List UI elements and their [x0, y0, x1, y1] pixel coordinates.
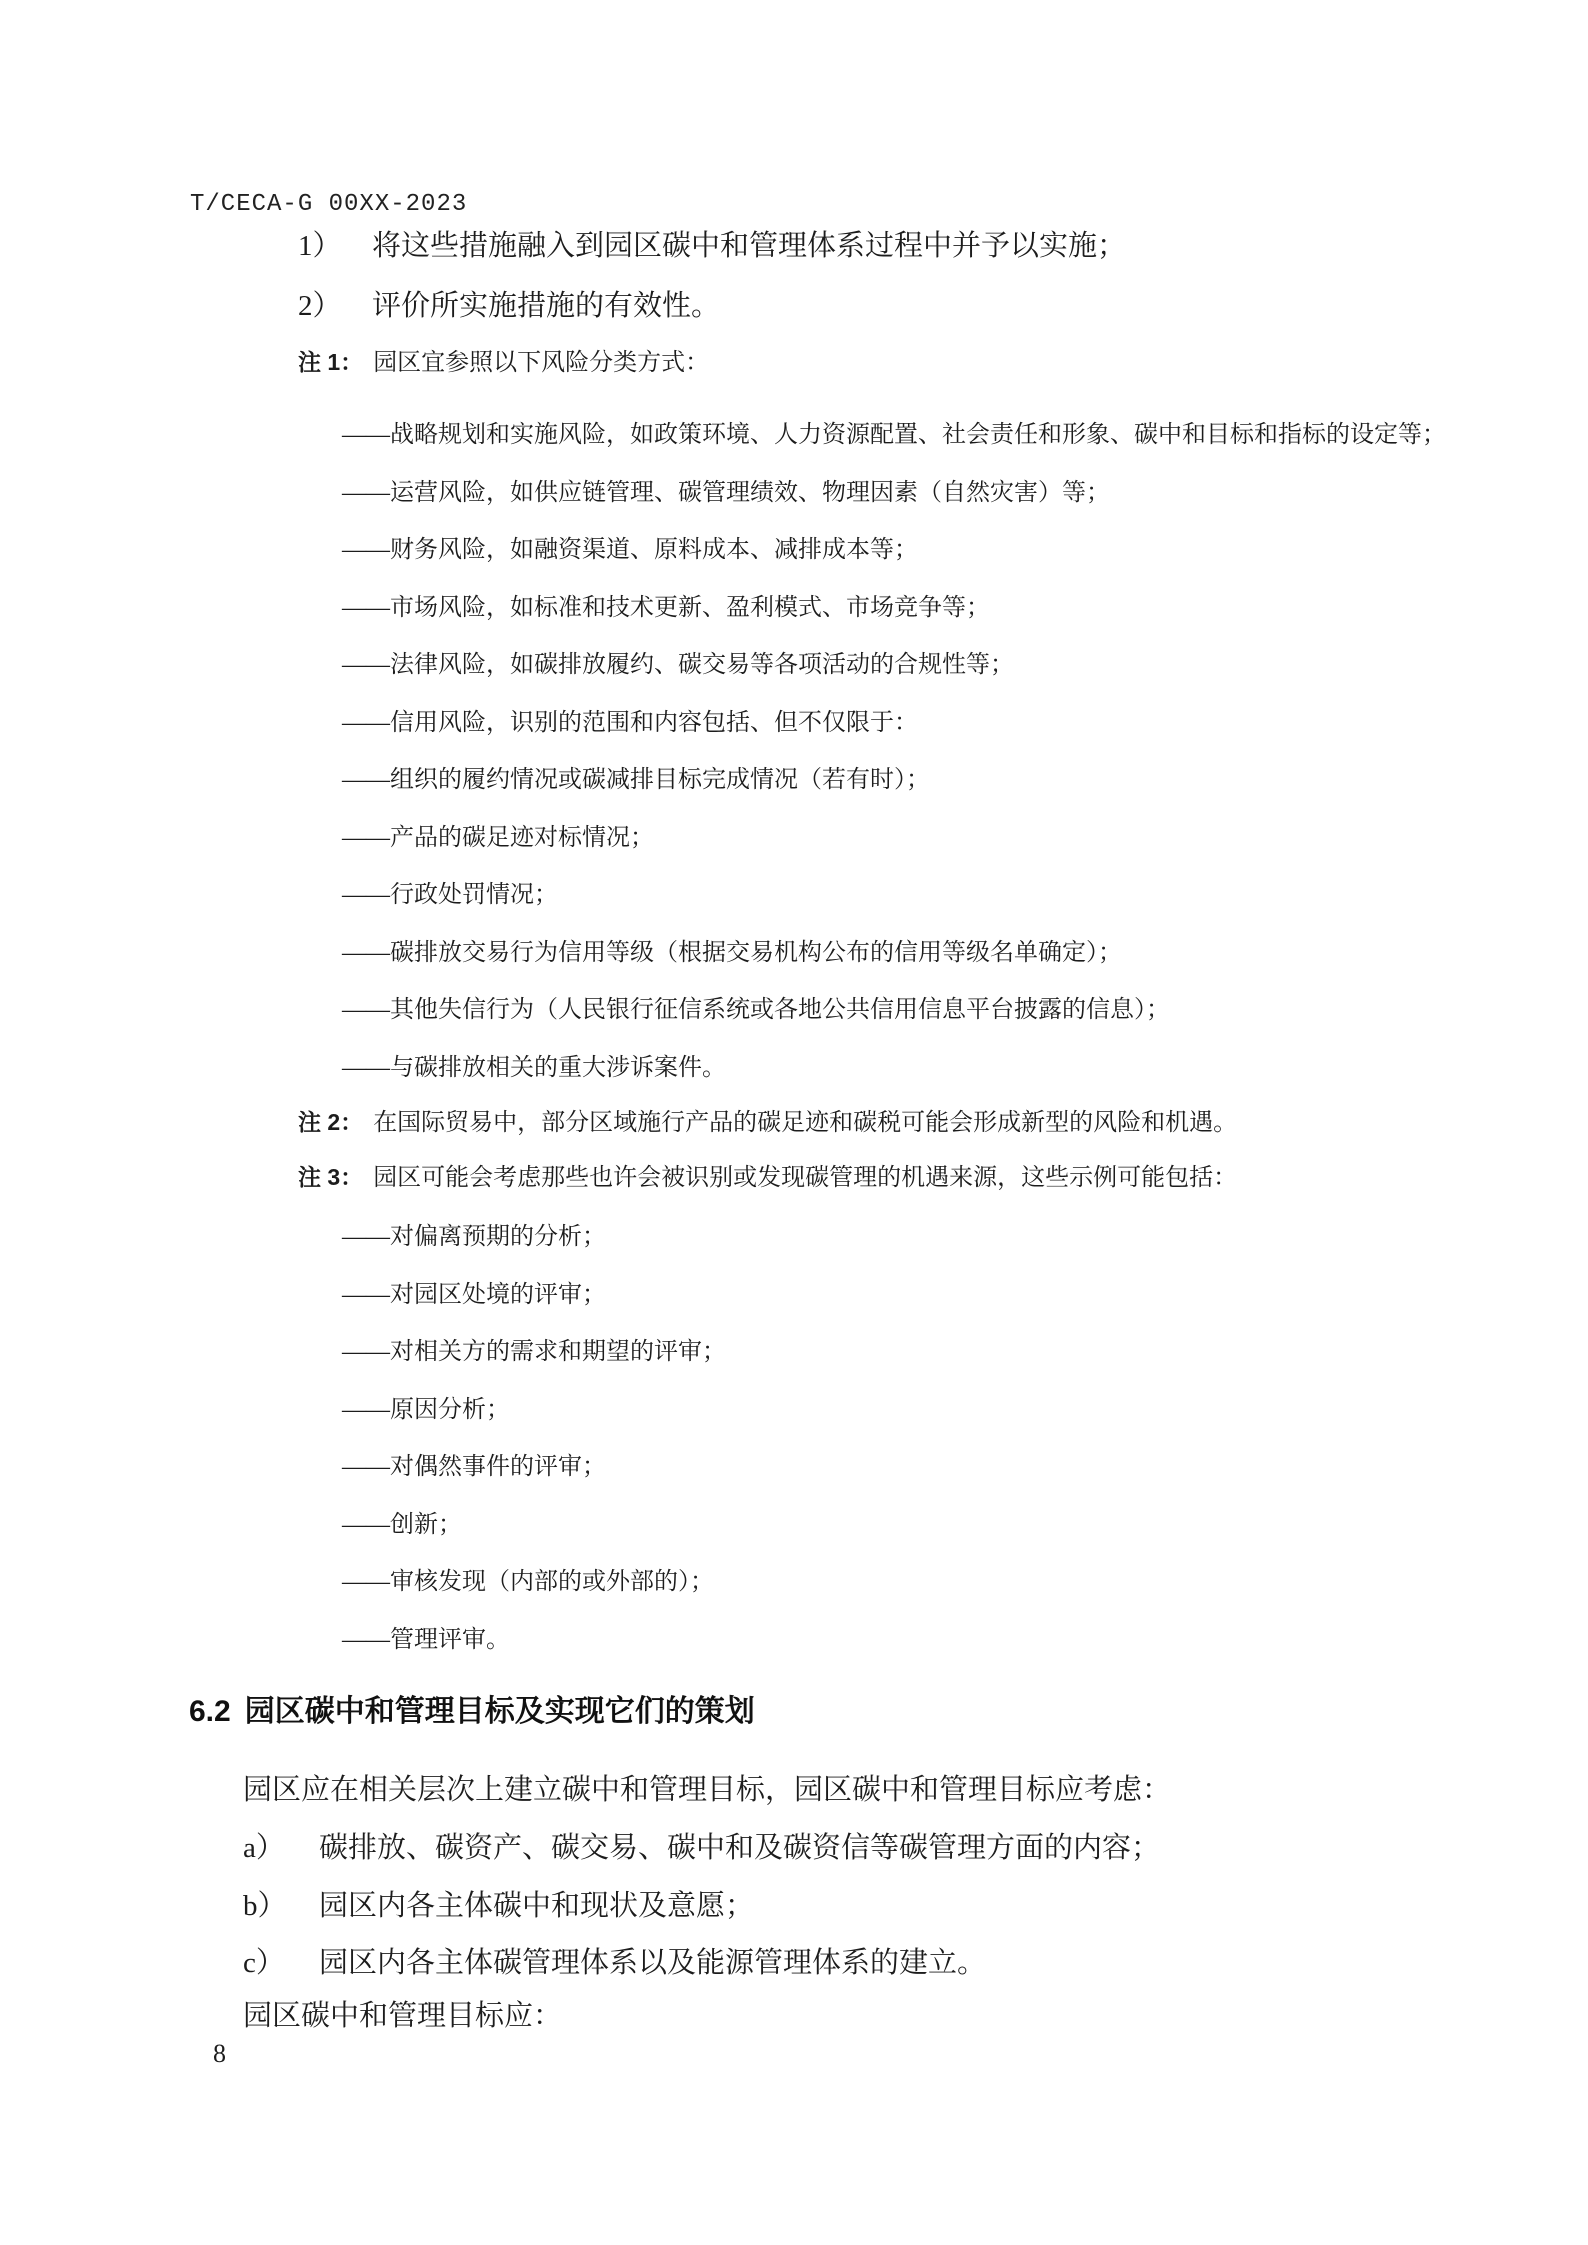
item-text: 园区内各主体碳管理体系以及能源管理体系的建立。 [319, 1947, 987, 1979]
note-1 [298, 348, 709, 378]
note-text: 在国际贸易中，部分区域施行产品的碳足迹和碳税可能会形成新型的风险和机遇。 [373, 1110, 1238, 1136]
risk-list-item: ——行政处罚情况； [342, 882, 558, 908]
item-letter: a） [243, 1832, 285, 1864]
opportunity-list-item: ——创新； [342, 1512, 462, 1538]
risk-list-item: ——信用风险，识别的范围和内容包括、但不仅限于： [342, 710, 918, 736]
risk-list-item: ——财务风险，如融资渠道、原料成本、减排成本等； [342, 537, 918, 563]
document-code-header: T/CECA-G 00XX-2023 [190, 191, 468, 218]
opportunity-list-item: ——对偏离预期的分析； [342, 1224, 606, 1250]
page-number: 8 [213, 2039, 226, 2068]
item-text: 将这些措施融入到园区碳中和管理体系过程中并予以实施； [372, 230, 1127, 262]
risk-list-item: ——法律风险，如碳排放履约、碳交易等各项活动的合规性等； [342, 652, 1014, 678]
item-number: 1） [298, 230, 342, 262]
paragraph: 园区应在相关层次上建立碳中和管理目标，园区碳中和管理目标应考虑： [243, 1774, 1172, 1806]
numbered-item-2 [298, 288, 720, 324]
lettered-item-a [243, 1830, 1160, 1866]
section-number: 6.2 [189, 1695, 231, 1728]
item-text: 园区内各主体碳中和现状及意愿； [319, 1890, 755, 1922]
section-heading-6-2 [189, 1693, 755, 1731]
risk-list-item: ——碳排放交易行为信用等级（根据交易机构公布的信用等级名单确定）； [342, 940, 1122, 966]
risk-list-item: ——产品的碳足迹对标情况； [342, 825, 654, 851]
item-letter: c） [243, 1947, 285, 1979]
item-text: 碳排放、碳资产、碳交易、碳中和及碳资信等碳管理方面的内容； [319, 1832, 1161, 1864]
paragraph: 园区碳中和管理目标应： [243, 2000, 563, 2032]
risk-list-item: ——组织的履约情况或碳减排目标完成情况（若有时）； [342, 767, 930, 793]
opportunity-list-item: ——审核发现（内部的或外部的）； [342, 1569, 714, 1595]
numbered-item-1 [298, 228, 1126, 264]
opportunity-list-item: ——原因分析； [342, 1397, 510, 1423]
note-2 [298, 1108, 1237, 1138]
lettered-item-c [243, 1945, 986, 1981]
item-letter: b） [243, 1890, 287, 1922]
opportunity-list-item: ——管理评审。 [342, 1627, 510, 1653]
note-3 [298, 1163, 1237, 1193]
lettered-item-b [243, 1888, 754, 1924]
note-label: 注 3： [298, 1164, 364, 1190]
opportunity-list-item: ——对偶然事件的评审； [342, 1454, 606, 1480]
note-text: 园区可能会考虑那些也许会被识别或发现碳管理的机遇来源，这些示例可能包括： [373, 1165, 1238, 1191]
risk-list-item: ——其他失信行为（人民银行征信系统或各地公共信用信息平台披露的信息）； [342, 997, 1170, 1023]
opportunity-list-item: ——对园区处境的评审； [342, 1282, 606, 1308]
opportunity-list-item: ——对相关方的需求和期望的评审； [342, 1339, 726, 1365]
risk-list-item: ——市场风险，如标准和技术更新、盈利模式、市场竞争等； [342, 595, 990, 621]
risk-list-item: ——运营风险，如供应链管理、碳管理绩效、物理因素（自然灾害）等； [342, 480, 1110, 506]
risk-list-item: ——战略规划和实施风险，如政策环境、人力资源配置、社会责任和形象、碳中和目标和指标的设定等； [342, 422, 1446, 448]
section-title: 园区碳中和管理目标及实现它们的策划 [244, 1695, 755, 1728]
note-text: 园区宜参照以下风险分类方式： [373, 350, 710, 376]
item-text: 评价所实施措施的有效性。 [372, 290, 721, 322]
note-label: 注 1： [298, 349, 364, 375]
note-label: 注 2： [298, 1109, 364, 1135]
item-number: 2） [298, 290, 342, 322]
risk-list-item: ——与碳排放相关的重大涉诉案件。 [342, 1055, 726, 1081]
